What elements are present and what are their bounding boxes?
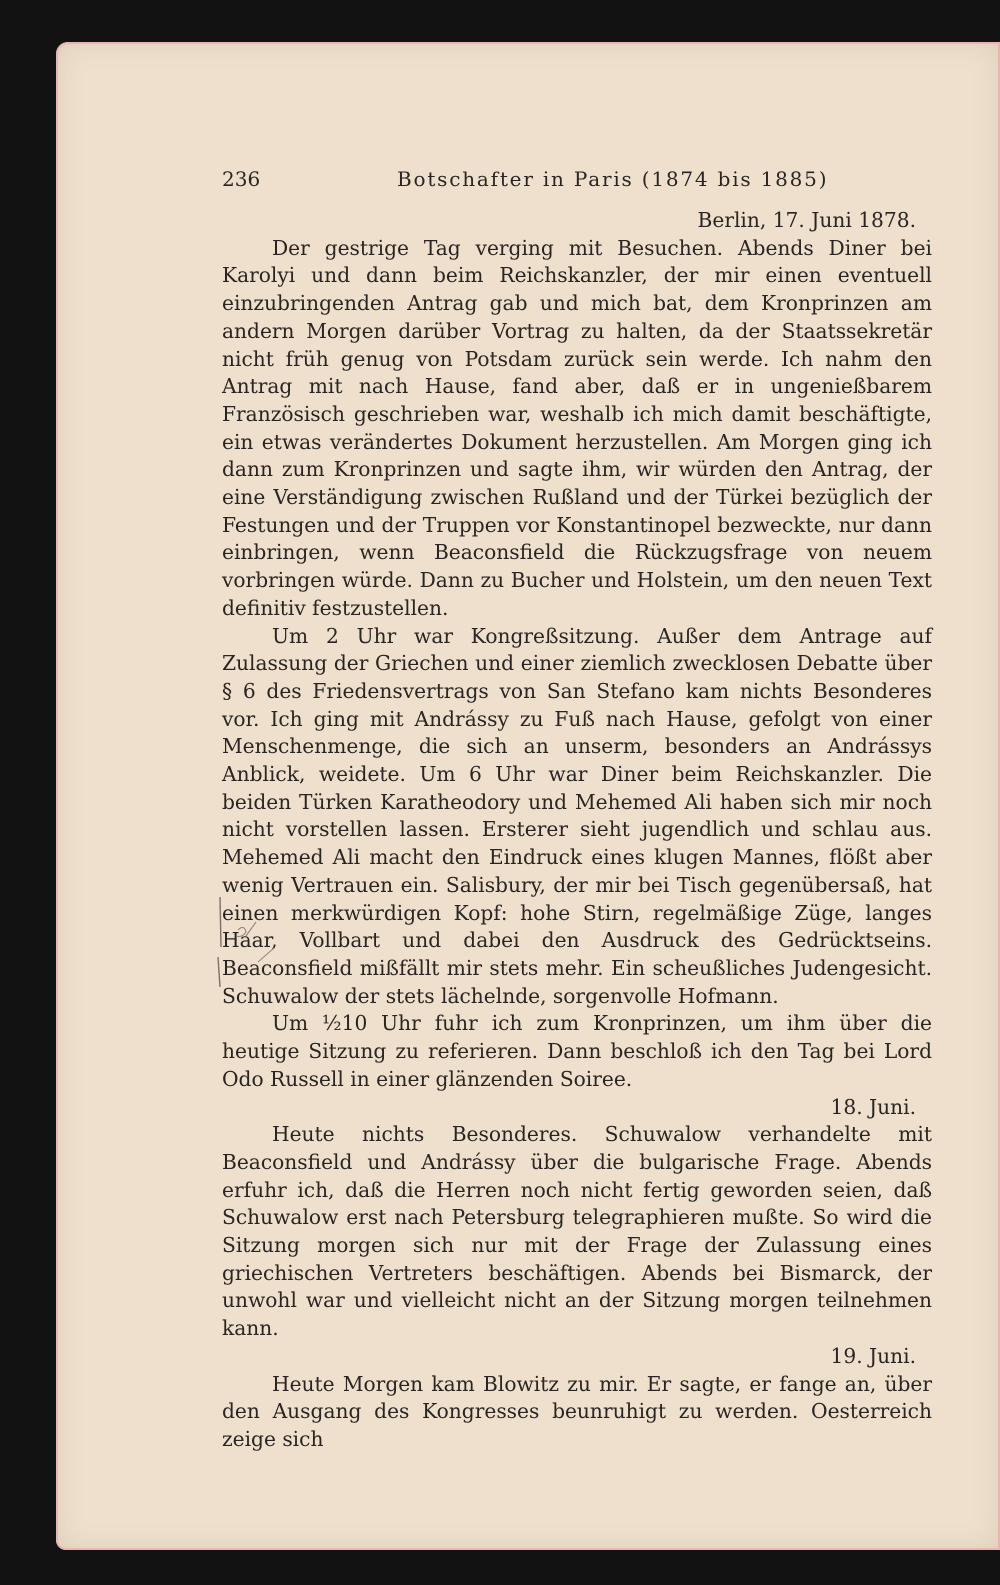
paragraph: Um ½10 Uhr fuhr ich zum Kronprinzen, um ihm über die heutige Sitzung zu referieren. Dann beschloß ich den Tag bei Lord Odo Russell in einer glänzenden Soiree. <box>222 1011 932 1091</box>
running-head: Botschafter in Paris (1874 bis 1885) <box>397 167 829 191</box>
dateline: 19. Juni. <box>830 1343 916 1368</box>
book-page <box>56 42 1000 1550</box>
paragraph: Heute nichts Besonderes. Schuwalow verhandelte mit Beaconsfield und Andrássy über die bulgarische Frage. Abends erfuhr ich, daß die Herren noch nicht fertig geworden seien, daß Schuwalow erst nach Petersburg telegraphieren mußte. So wird die Sitzung morgen sich nur mit der Frage der Zulassung eines griechischen Vertreters beschäftigen. Abends bei Bismarck, der unwohl war und vielleicht nicht an der Sitzung morgen teilnehmen kann. <box>222 1122 932 1341</box>
paragraph: Heute Morgen kam Blowitz zu mir. Er sagte, er fange an, über den Ausgang des Kongresses beunruhigt zu werden. Oesterreich zeige sich <box>222 1371 932 1451</box>
page-number: 236 <box>222 167 261 191</box>
body-text <box>222 207 932 1454</box>
pencil-marginalia <box>216 892 276 992</box>
dateline: 18. Juni. <box>830 1094 916 1119</box>
paragraph: Um 2 Uhr war Kongreßsitzung. Außer dem Antrage auf Zulassung der Griechen und einer ziemlich zwecklosen Debatte über § 6 des Friedensvertrags von San Stefano kam nichts Besonderes vor. Ich ging mit Andrássy zu Fuß nach Hause, gefolgt von einer Menschenmenge, die sich an unserm, besonders an Andrássys Anblick, weidete. Um 6 Uhr war Diner beim Reichskanzler. Die beiden Türken Karatheodory und Mehemed Ali haben sich mir noch nicht vorstellen lassen. Ersterer sieht jugendlich und schlau aus. Mehemed Ali macht den Eindruck eines klugen Mannes, flößt aber wenig Vertrauen ein. Salisbury, der mir bei Tisch gegenübersaß, hat einen merkwürdigen Kopf: hohe Stirn, regelmäßige Züge, langes Haar, Vollbart und dabei den Ausdruck des Gedrücktseins. Beaconsfield mißfällt mir stets mehr. Ein scheußliches Judengesicht. Schuwalow der stets lächelnde, sorgenvolle Hofmann. <box>222 623 932 1008</box>
dateline: Berlin, 17. Juni 1878. <box>697 208 916 232</box>
paragraph: Der gestrige Tag verging mit Besuchen. Abends Diner bei Karolyi und dann beim Reichskanzler, der mir einen eventuell einzubringenden Antrag gab und mich bat, dem Kronprinzen am andern Morgen darüber Vortrag zu halten, da der Staatssekretär nicht früh genug von Potsdam zurück sein werde. Ich nahm den Antrag mit nach Hause, fand aber, daß er in ungenießbarem Französisch geschrieben war, weshalb ich mich damit beschäftigte, ein etwas verändertes Dokument herzustellen. Am Morgen ging ich dann zum Kronprinzen und sagte ihm, wir würden den Antrag, der eine Verständigung zwischen Rußland und der Türkei bezüglich der Festungen und der Truppen vor Konstantinopel bezweckte, nur dann einbringen, wenn Beaconsfield die Rückzugsfrage von neuem vorbringen würde. Dann zu Bucher und Holstein, um den neuen Text definitiv festzustellen. <box>222 235 932 620</box>
